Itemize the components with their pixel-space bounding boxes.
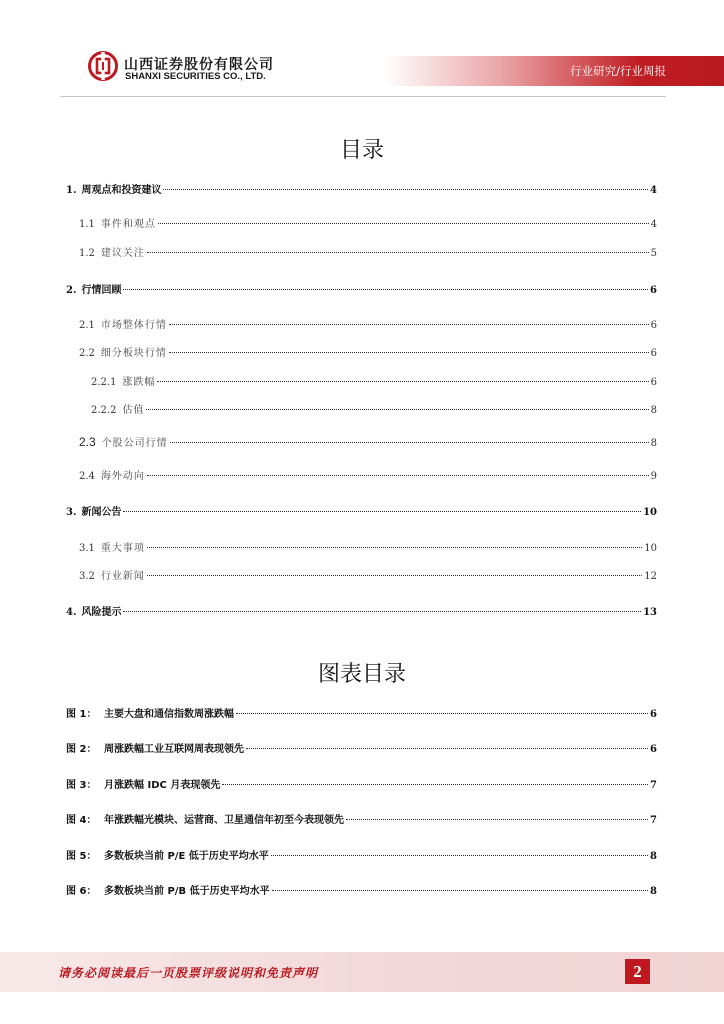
toc-entry-label: 重大事项 (100, 543, 145, 554)
toc-entry-label: 事件和观点 (100, 219, 156, 230)
figure-leader-dots (272, 890, 648, 891)
figure-entry-number: 图 2： (66, 744, 97, 755)
toc-entry[interactable] (91, 401, 657, 416)
toc-entry-label: 建议关注 (100, 248, 145, 259)
toc-entry-page: 6 (650, 285, 657, 296)
toc-entry-label: 新闻公告 (81, 507, 122, 518)
page-header (0, 0, 724, 105)
toc-leader-dots (147, 575, 642, 576)
figure-entry[interactable] (66, 811, 657, 826)
disclaimer-notice: 请务必阅读最后一页股票评级说明和免责声明 (58, 966, 319, 980)
toc-entry-label: 涨跌幅 (122, 377, 156, 388)
company-name-en: SHANXI SECURITIES CO., LTD. (125, 71, 266, 82)
company-logo-icon (88, 51, 118, 81)
toc-entry-page: 4 (650, 185, 657, 196)
toc-leader-dots (147, 475, 649, 476)
toc-entry-label: 个股公司行情 (101, 438, 168, 449)
toc-entry-page: 5 (650, 248, 657, 259)
toc-entry-page: 6 (650, 377, 657, 388)
toc-leader-dots (146, 409, 648, 410)
toc-leader-dots (158, 223, 649, 224)
report-type-label: 行业研究/行业周报 (570, 64, 666, 78)
figure-entry-page: 7 (650, 780, 657, 791)
toc-leader-dots (157, 381, 648, 382)
figure-entry-label: 年涨跌幅光模块、运营商、卫星通信年初至今表现领先 (104, 815, 344, 826)
figure-entry[interactable] (66, 705, 657, 720)
figure-entry-number: 图 6： (66, 886, 97, 897)
figure-entry-label: 周涨跌幅工业互联网周表现领先 (104, 744, 244, 755)
toc-leader-dots (123, 289, 648, 290)
report-type-banner (384, 56, 724, 86)
toc-title: 目录 (339, 138, 384, 163)
toc-entry-page: 10 (644, 543, 657, 554)
page-footer (0, 952, 724, 992)
page-number: 2 (625, 959, 650, 984)
toc-entry-label: 估值 (122, 405, 145, 416)
toc-leader-dots (169, 352, 649, 353)
toc-entry[interactable] (79, 434, 657, 449)
toc-entry-number: 2.4 (79, 471, 95, 482)
figure-entry-label: 多数板块当前 P/B 低于历史平均水平 (104, 886, 270, 897)
toc-entry[interactable] (66, 603, 657, 618)
toc-leader-dots (170, 442, 649, 443)
toc-entry-number: 1.1 (79, 219, 95, 230)
header-divider (60, 96, 666, 97)
figure-entry-page: 6 (650, 709, 657, 720)
figure-entry[interactable] (66, 776, 657, 791)
toc-entry-number: 1.2 (79, 248, 95, 259)
toc-entry[interactable] (79, 567, 657, 582)
toc-entry-number: 2.2 (79, 348, 95, 359)
figure-leader-dots (346, 819, 648, 820)
toc-entry-number: 2.2.1 (91, 377, 117, 388)
figure-entry[interactable] (66, 882, 657, 897)
figure-entry[interactable] (66, 740, 657, 755)
figure-leader-dots (236, 713, 648, 714)
figure-entry-label: 多数板块当前 P/E 低于历史平均水平 (104, 851, 269, 862)
toc-entry[interactable] (79, 344, 657, 359)
toc-leader-dots (163, 189, 648, 190)
toc-entry-number: 2. (66, 285, 77, 296)
figure-entry-number: 图 1： (66, 709, 97, 720)
figure-entry-page: 7 (650, 815, 657, 826)
toc-entry-number: 1. (66, 185, 77, 196)
toc-entry-label: 海外动向 (100, 471, 145, 482)
toc-entry[interactable] (66, 503, 657, 518)
toc-entry[interactable] (79, 244, 657, 259)
toc-entry[interactable] (79, 539, 657, 554)
figure-leader-dots (271, 855, 648, 856)
toc-entry[interactable] (91, 373, 657, 388)
toc-entry-label: 行业新闻 (100, 571, 145, 582)
toc-entry-number: 2.2.2 (91, 405, 117, 416)
figure-entry-number: 图 5： (66, 851, 97, 862)
figure-leader-dots (246, 748, 648, 749)
toc-entry-number: 4. (66, 607, 77, 618)
toc-entry-page: 10 (643, 507, 657, 518)
toc-entry-page: 4 (650, 219, 657, 230)
toc-entry[interactable] (79, 467, 657, 482)
toc-entry-label: 风险提示 (81, 607, 122, 618)
toc-entry-label: 行情回顾 (81, 285, 122, 296)
toc-leader-dots (147, 547, 642, 548)
toc-entry-page: 12 (644, 571, 657, 582)
figure-leader-dots (222, 784, 648, 785)
toc-entry[interactable] (66, 281, 657, 296)
toc-leader-dots (123, 611, 641, 612)
figure-entry-number: 图 4： (66, 815, 97, 826)
toc-entry-number: 3. (66, 507, 77, 518)
toc-entry-page: 6 (650, 320, 657, 331)
figure-entry-page: 8 (650, 851, 657, 862)
toc-entry-label: 市场整体行情 (100, 320, 167, 331)
toc-entry-page: 13 (643, 607, 657, 618)
toc-leader-dots (169, 324, 649, 325)
figure-entry-label: 月涨跌幅 IDC 月表现领先 (104, 780, 221, 791)
figure-entry-number: 图 3： (66, 780, 97, 791)
toc-leader-dots (123, 511, 641, 512)
toc-entry-number: 2.1 (79, 320, 95, 331)
toc-leader-dots (147, 252, 649, 253)
toc-entry-page: 8 (650, 405, 657, 416)
toc-entry[interactable] (79, 215, 657, 230)
figure-entry-page: 6 (650, 744, 657, 755)
toc-entry-page: 8 (650, 438, 657, 449)
company-name-cn: 山西证券股份有限公司 (124, 57, 274, 73)
toc-entry-number: 2.3 (79, 435, 96, 449)
toc-entry-page: 6 (650, 348, 657, 359)
toc-entry-number: 3.1 (79, 543, 95, 554)
figures-toc-title: 图表目录 (317, 662, 406, 687)
toc-entry-page: 9 (650, 471, 657, 482)
toc-entry[interactable] (79, 316, 657, 331)
toc-entry[interactable] (66, 181, 657, 196)
figure-entry[interactable] (66, 847, 657, 862)
toc-entry-label: 细分板块行情 (100, 348, 167, 359)
figure-entry-label: 主要大盘和通信指数周涨跌幅 (104, 709, 234, 720)
toc-entry-label: 周观点和投资建议 (81, 185, 162, 196)
figure-entry-page: 8 (650, 886, 657, 897)
toc-entry-number: 3.2 (79, 571, 95, 582)
